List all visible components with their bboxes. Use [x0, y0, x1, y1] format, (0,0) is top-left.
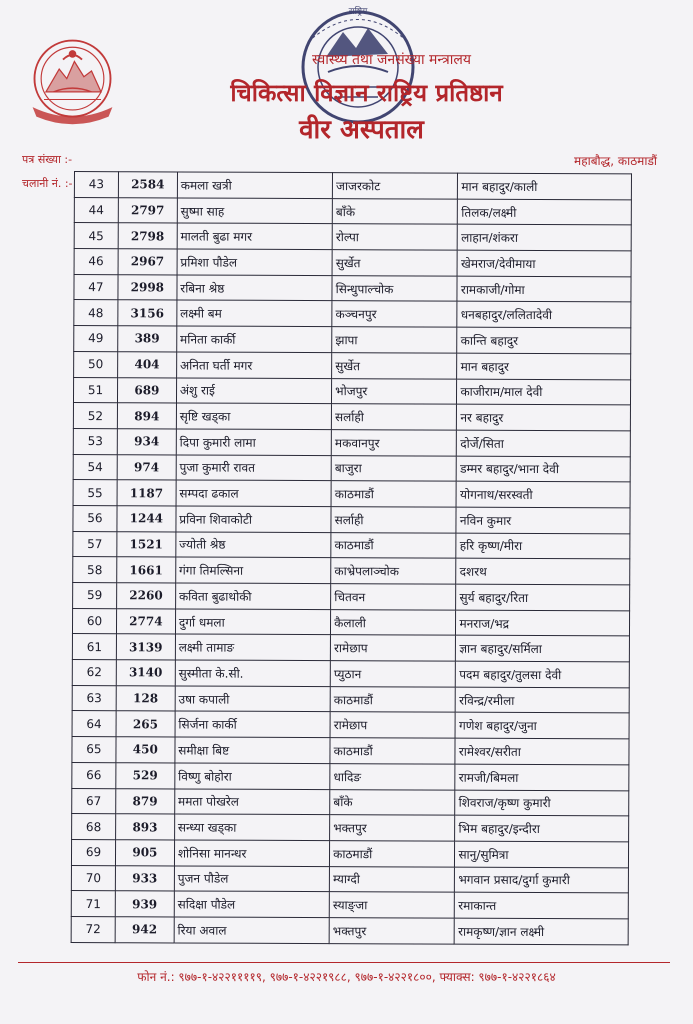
roll-number-cell: 894 — [117, 403, 176, 429]
hospital-title: वीर अस्पताल — [299, 115, 424, 145]
parents-name-cell: पदम बहादुर/तुलसा देवी — [456, 661, 630, 687]
serial-cell: 60 — [72, 608, 116, 634]
roll-number-cell: 879 — [116, 788, 175, 814]
roll-number-cell: 3140 — [116, 660, 175, 686]
parents-name-cell: भगवान प्रसाद/दुर्गा कुमारी — [455, 867, 629, 893]
district-cell: सुर्खेत — [332, 352, 457, 378]
serial-cell: 50 — [74, 351, 118, 377]
serial-cell: 67 — [72, 788, 116, 814]
district-cell: सुर्खेत — [332, 250, 457, 276]
student-name-cell: ममता पोखरेल — [175, 788, 330, 814]
student-name-cell: प्रमिशा पौडेल — [177, 249, 332, 275]
table-row — [74, 172, 631, 200]
parents-name-cell: नविन कुमार — [456, 507, 630, 533]
roll-number-cell: 2797 — [118, 197, 177, 223]
ref-number-label: पत्र संख्या :- — [22, 153, 73, 166]
parents-name-cell: रामजी/बिमला — [455, 764, 629, 790]
parents-name-cell: हरि कृष्ण/मीरा — [456, 533, 630, 559]
table-row — [73, 480, 630, 508]
table-row — [74, 326, 631, 354]
parents-name-cell: तिलक/लक्ष्मी — [458, 199, 632, 225]
student-name-cell: मनिता कार्की — [177, 326, 332, 352]
parents-name-cell: रविन्द्र/रमीला — [456, 687, 630, 713]
district-cell: धादिङ — [330, 763, 455, 789]
parents-name-cell: गणेश बहादुर/जुना — [455, 713, 629, 739]
student-name-cell: कमला खत्री — [177, 172, 332, 198]
roll-number-cell: 3139 — [116, 634, 175, 660]
table-body — [71, 172, 631, 945]
roll-number-cell: 404 — [118, 352, 177, 378]
roll-number-cell: 3156 — [118, 300, 177, 326]
parents-name-cell: रामेश्वर/सरीता — [455, 738, 629, 764]
student-name-cell: दुर्गा धमला — [175, 609, 330, 635]
roll-number-cell: 689 — [117, 377, 176, 403]
district-cell: कञ्चनपुर — [332, 301, 457, 327]
serial-cell: 70 — [71, 865, 115, 891]
table-row — [74, 197, 631, 225]
student-name-cell: सम्पदा ढकाल — [176, 480, 331, 506]
table-row — [71, 891, 628, 919]
student-name-cell: उषा कपाली — [175, 686, 330, 712]
parents-name-cell: रामकाजी/गोमा — [457, 276, 631, 302]
serial-cell: 57 — [73, 531, 117, 557]
district-cell: भक्तपुर — [330, 815, 455, 841]
table-row — [73, 582, 630, 610]
roll-number-cell: 265 — [116, 711, 175, 737]
table-row — [71, 839, 628, 867]
svg-text:राष्ट्रिय: राष्ट्रिय — [348, 7, 368, 17]
parents-name-cell: ज्ञान बहादुर/सर्मिला — [456, 636, 630, 662]
roll-number-cell: 128 — [116, 685, 175, 711]
district-cell: चितवन — [331, 584, 456, 610]
parents-name-cell: मान बहादुर/काली — [458, 173, 632, 199]
roll-number-cell: 2998 — [118, 274, 177, 300]
student-name-cell: रिया अवाल — [174, 917, 329, 943]
table-row — [74, 274, 631, 302]
parents-name-cell: दशरथ — [456, 558, 630, 584]
serial-cell: 61 — [72, 634, 116, 660]
parents-name-cell: रामकृष्ण/ज्ञान लक्ष्मी — [455, 918, 629, 944]
district-cell: सिन्धुपाल्चोक — [332, 275, 457, 301]
table-row — [72, 814, 629, 842]
district-cell: काठमाडौं — [330, 840, 455, 866]
roll-number-cell: 933 — [115, 865, 174, 891]
parents-name-cell: काजीराम/माल देवी — [457, 379, 631, 405]
district-cell: रामेछाप — [330, 635, 455, 661]
table-row — [71, 916, 628, 944]
roll-number-cell: 1661 — [117, 557, 176, 583]
student-name-cell: सुस्मीता के.सी. — [175, 660, 330, 686]
district-cell: सर्लाही — [331, 404, 456, 430]
district-cell: काठमाडौं — [331, 481, 456, 507]
roll-number-cell: 934 — [117, 429, 176, 455]
district-cell: बाँके — [332, 198, 457, 224]
serial-cell: 68 — [72, 814, 116, 840]
serial-cell: 53 — [73, 428, 117, 454]
parents-name-cell: धनबहादुर/ललितादेवी — [457, 302, 631, 328]
serial-cell: 58 — [73, 557, 117, 583]
serial-cell: 44 — [74, 197, 118, 223]
table-row — [73, 428, 630, 456]
table-row — [74, 351, 631, 379]
table-row — [73, 454, 630, 482]
serial-cell: 65 — [72, 737, 116, 763]
roll-number-cell: 905 — [115, 840, 174, 866]
roll-number-cell: 389 — [118, 326, 177, 352]
serial-cell: 48 — [74, 300, 118, 326]
student-name-cell: अनिता घर्ती मगर — [176, 352, 331, 378]
serial-cell: 66 — [72, 762, 116, 788]
parents-name-cell: योगनाथ/सरस्वती — [456, 481, 630, 507]
student-name-cell: कविता बुढाथोकी — [175, 583, 330, 609]
parents-name-cell: रमाकान्त — [455, 892, 629, 918]
district-cell: कैलाली — [331, 609, 456, 635]
parents-name-cell: मान बहादुर — [457, 353, 631, 379]
roll-number-cell: 2774 — [116, 608, 175, 634]
footer-divider — [18, 962, 670, 963]
parents-name-cell: मनराज/भद्र — [456, 610, 630, 636]
serial-cell: 49 — [74, 326, 118, 352]
parents-name-cell: खेमराज/देवीमाया — [457, 250, 631, 276]
roll-number-cell: 2798 — [118, 223, 177, 249]
address-label: महाबौद्ध, काठमाडौं — [574, 154, 657, 168]
table-row — [72, 685, 629, 713]
district-cell: प्युठान — [330, 661, 455, 687]
student-name-cell: सदिक्षा पौडेल — [174, 891, 329, 917]
footer-contact: फोन नं.: ९७७-१-४२२११११९, ९७७-१-४२२१९८८, ९७७-१-४२२१८००, फ्याक्स: ९७७-१-४२२१८६४ — [137, 970, 556, 984]
student-name-cell: सन्ध्या खड्का — [174, 814, 329, 840]
student-name-cell: सिर्जना कार्की — [175, 711, 330, 737]
roll-number-cell: 942 — [115, 917, 174, 943]
student-name-cell: विष्णु बोहोरा — [175, 763, 330, 789]
serial-cell: 52 — [73, 403, 117, 429]
student-name-cell: अंशु राई — [176, 377, 331, 403]
serial-cell: 63 — [72, 685, 116, 711]
student-name-cell: मालती बुढा मगर — [177, 223, 332, 249]
serial-cell: 71 — [71, 891, 115, 917]
table-row — [72, 660, 629, 688]
student-list-table — [71, 171, 632, 945]
district-cell: स्याङ्जा — [329, 892, 454, 918]
table-row — [72, 634, 629, 662]
roll-number-cell: 2967 — [118, 249, 177, 275]
table-row — [73, 377, 630, 405]
district-cell: काठमाडौं — [330, 686, 455, 712]
serial-cell: 55 — [73, 480, 117, 506]
serial-cell: 64 — [72, 711, 116, 737]
serial-cell: 72 — [71, 916, 115, 942]
roll-number-cell: 893 — [115, 814, 174, 840]
table-row — [73, 505, 630, 533]
roll-number-cell: 1244 — [117, 506, 176, 532]
district-cell: भक्तपुर — [329, 918, 454, 944]
student-name-cell: शोनिसा मानन्धर — [174, 840, 329, 866]
serial-cell: 69 — [71, 839, 115, 865]
student-name-cell: समीक्षा बिष्ट — [175, 737, 330, 763]
district-cell: रोल्पा — [332, 224, 457, 250]
roll-number-cell: 974 — [117, 454, 176, 480]
table-row — [73, 531, 630, 559]
table-row — [73, 403, 630, 431]
parents-name-cell: भिम बहादुर/इन्दीरा — [455, 815, 629, 841]
student-name-cell: ज्योती श्रेष्ठ — [176, 532, 331, 558]
student-name-cell: लक्ष्मी बम — [177, 300, 332, 326]
roll-number-cell: 939 — [115, 891, 174, 917]
district-cell: काठमाडौं — [331, 532, 456, 558]
serial-cell: 54 — [73, 454, 117, 480]
parents-name-cell: शिवराज/कृष्ण कुमारी — [455, 790, 629, 816]
district-cell: रामेछाप — [330, 712, 455, 738]
serial-cell: 47 — [74, 274, 118, 300]
parents-name-cell: सुर्य बहादुर/रिता — [456, 584, 630, 610]
district-cell: भोजपुर — [332, 378, 457, 404]
student-name-cell: सृष्टि खड्का — [176, 403, 331, 429]
parents-name-cell: डम्मर बहादुर/भाना देवी — [457, 456, 631, 482]
student-name-cell: पुजन पौडेल — [174, 866, 329, 892]
table-row — [74, 300, 631, 328]
serial-cell: 45 — [74, 223, 118, 249]
student-name-cell: पुजा कुमारी रावत — [176, 455, 331, 481]
serial-cell: 51 — [73, 377, 117, 403]
dispatch-number-label: चलानी नं. :- — [22, 177, 73, 190]
district-cell: मकवानपुर — [331, 430, 456, 456]
parents-name-cell: लाहान/शंकरा — [458, 225, 632, 251]
student-name-cell: सुष्मा साह — [177, 198, 332, 224]
table-row — [72, 608, 629, 636]
district-cell: बाजुरा — [331, 455, 456, 481]
parents-name-cell: सानु/सुमित्रा — [455, 841, 629, 867]
table-row — [72, 788, 629, 816]
table-row — [73, 557, 630, 585]
roll-number-cell: 1187 — [117, 480, 176, 506]
district-cell: सर्लाही — [331, 507, 456, 533]
parents-name-cell: कान्ति बहादुर — [457, 327, 631, 353]
parents-name-cell: नर बहादुर — [457, 404, 631, 430]
district-cell: म्याग्दी — [329, 866, 454, 892]
table-row — [74, 249, 631, 277]
district-cell: झापा — [332, 327, 457, 353]
roll-number-cell: 1521 — [117, 531, 176, 557]
student-name-cell: रबिना श्रेष्ठ — [177, 275, 332, 301]
district-cell: बाँके — [330, 789, 455, 815]
table-row — [72, 762, 629, 790]
district-cell: जाजरकोट — [333, 173, 458, 199]
roll-number-cell: 2260 — [116, 583, 175, 609]
organization-title: चिकित्सा विज्ञान राष्ट्रिय प्रतिष्ठान — [230, 79, 503, 107]
roll-number-cell: 2584 — [118, 172, 177, 198]
table-row — [71, 865, 628, 893]
serial-cell: 56 — [73, 505, 117, 531]
serial-cell: 62 — [72, 660, 116, 686]
district-cell: काभ्रेपलाञ्चोक — [331, 558, 456, 584]
serial-cell: 59 — [73, 582, 117, 608]
student-name-cell: गंगा तिमल्सिना — [176, 557, 331, 583]
table-row — [72, 711, 629, 739]
student-name-cell: प्रविना शिवाकोटी — [176, 506, 331, 532]
district-cell: काठमाडौं — [330, 738, 455, 764]
table-row — [72, 737, 629, 765]
student-name-cell: दिपा कुमारी लामा — [176, 429, 331, 455]
serial-cell: 46 — [74, 249, 118, 275]
parents-name-cell: दोर्जे/सिता — [457, 430, 631, 456]
serial-cell: 43 — [74, 172, 118, 198]
table-row — [74, 223, 631, 251]
ministry-title: स्वास्थ्य तथा जनसंख्या मन्त्रालय — [312, 52, 471, 68]
student-name-cell: लक्ष्मी तामाङ — [175, 634, 330, 660]
roll-number-cell: 450 — [116, 737, 175, 763]
roll-number-cell: 529 — [116, 763, 175, 789]
